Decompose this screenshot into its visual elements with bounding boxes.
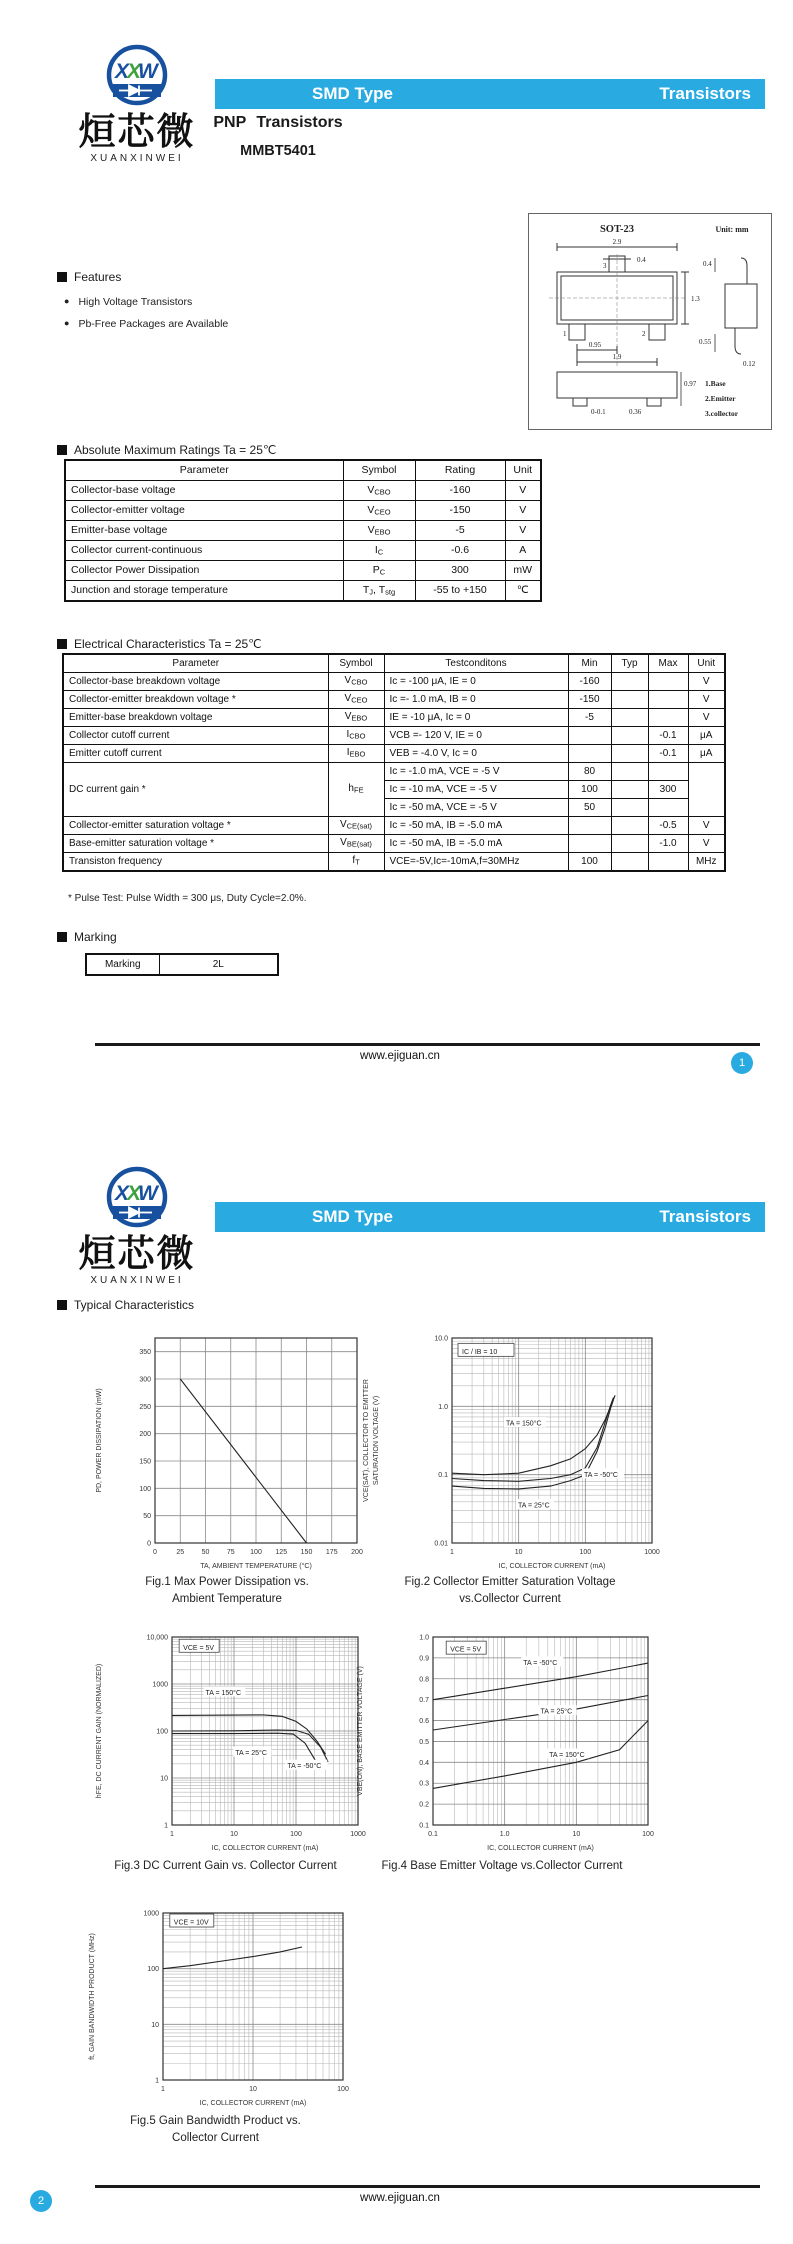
svg-text:1.Base: 1.Base	[705, 379, 726, 388]
svg-text:SATURATION VOLTAGE (V): SATURATION VOLTAGE (V)	[373, 1395, 380, 1486]
svg-text:100: 100	[290, 1831, 302, 1838]
table-cell: Collector current-continuous	[65, 541, 343, 561]
table-cell: Emitter-base breakdown voltage	[63, 709, 328, 727]
table-cell: Typ	[611, 654, 648, 673]
table-cell: $V_{CE(sat)}$	[328, 817, 384, 835]
header-banner	[215, 79, 765, 109]
table-cell: V	[688, 835, 725, 853]
pulse-test-footnote: * Pulse Test: Pulse Width = 300 μs, Duty Cycle=2.0%.	[68, 893, 307, 904]
svg-text:350: 350	[139, 1349, 151, 1357]
brand-name-cn: 烜芯微	[78, 111, 196, 152]
fig2-svg	[352, 1324, 668, 1571]
fig1-chart	[85, 1324, 369, 1607]
banner-transistors: Transistors	[659, 84, 751, 103]
svg-text:1000: 1000	[350, 1831, 366, 1838]
table-cell: Parameter	[65, 460, 343, 481]
table-cell: Testconditons	[384, 654, 568, 673]
pkg-pin-list	[705, 379, 739, 418]
svg-text:1.9: 1.9	[612, 353, 622, 361]
table-cell	[648, 691, 688, 709]
svg-text:3.collector: 3.collector	[705, 409, 739, 418]
table-cell: 300	[648, 781, 688, 799]
table-cell: -160	[568, 673, 611, 691]
svg-text:VCE(SAT), COLLECTOR TO EMITTER: VCE(SAT), COLLECTOR TO EMITTER	[363, 1379, 370, 1502]
svg-text:1: 1	[170, 1831, 174, 1838]
svg-text:TA = 25°C: TA = 25°C	[235, 1750, 267, 1758]
footer-rule	[95, 2185, 760, 2188]
table-cell	[611, 817, 648, 835]
table-cell: Collector-emitter saturation voltage *	[63, 817, 328, 835]
package-drawing	[528, 213, 772, 430]
svg-text:1000: 1000	[644, 1549, 660, 1556]
svg-text:1: 1	[155, 2077, 159, 2085]
svg-text:1.0: 1.0	[419, 1634, 429, 1642]
svg-text:100: 100	[147, 1966, 159, 1974]
typical-characteristics-heading: Typical Characteristics	[57, 1298, 194, 1312]
table-cell: Emitter-base voltage	[65, 521, 343, 541]
table-cell: $V_{CBO}$	[343, 481, 415, 501]
table-cell	[648, 709, 688, 727]
section-square-icon	[57, 1300, 67, 1310]
package-unit: Unit: mm	[715, 225, 749, 234]
table-cell	[568, 817, 611, 835]
svg-text:X: X	[115, 60, 130, 83]
table-cell: VEB = -4.0 V, Ic = 0	[384, 745, 568, 763]
svg-text:1: 1	[563, 330, 567, 338]
svg-text:IC, COLLECTOR CURRENT (mA): IC, COLLECTOR CURRENT (mA)	[487, 1845, 594, 1852]
table-cell: Parameter	[63, 654, 328, 673]
table-cell	[611, 799, 648, 817]
table-cell: Unit	[505, 460, 541, 481]
svg-text:0.2: 0.2	[419, 1801, 429, 1809]
svg-text:200: 200	[139, 1431, 151, 1439]
pkg-top-view	[549, 243, 689, 366]
section-square-icon	[57, 932, 67, 942]
table-cell	[568, 745, 611, 763]
svg-text:10,000: 10,000	[146, 1634, 168, 1642]
svg-text:0.5: 0.5	[419, 1738, 429, 1746]
svg-text:W: W	[138, 1182, 158, 1205]
fig5-svg	[78, 1903, 353, 2110]
svg-text:300: 300	[139, 1376, 151, 1384]
svg-text:0-0.1: 0-0.1	[591, 408, 606, 416]
table-cell: Symbol	[343, 460, 415, 481]
table-cell: $V_{CEO}$	[343, 501, 415, 521]
table-cell	[688, 763, 725, 817]
table-cell: V	[688, 673, 725, 691]
svg-text:VCE = 5V: VCE = 5V	[183, 1644, 215, 1652]
svg-text:0.55: 0.55	[699, 338, 712, 346]
header-banner	[215, 1202, 765, 1232]
table-cell	[611, 709, 648, 727]
table-cell: Collector Power Dissipation	[65, 561, 343, 581]
svg-text:VCE = 5V: VCE = 5V	[450, 1646, 482, 1654]
svg-text:X: X	[115, 1182, 130, 1205]
table-cell: $V_{CBO}$	[328, 673, 384, 691]
table-cell: -0.5	[648, 817, 688, 835]
feature-item: ● High Voltage Transistors	[64, 296, 193, 308]
svg-text:0: 0	[153, 1549, 157, 1556]
table-cell: $V_{BE(sat)}$	[328, 835, 384, 853]
svg-text:150: 150	[300, 1549, 313, 1556]
svg-text:50: 50	[143, 1513, 151, 1521]
svg-text:X: X	[127, 1182, 142, 1205]
table-cell: -0.1	[648, 727, 688, 745]
table-cell: Max	[648, 654, 688, 673]
table-cell: $I_C$	[343, 541, 415, 561]
brand-name-cn: 烜芯微	[78, 1233, 196, 1274]
svg-text:2.9: 2.9	[612, 238, 622, 246]
table-cell: Collector-base breakdown voltage	[63, 673, 328, 691]
table-cell: $V_{EBO}$	[343, 521, 415, 541]
svg-text:2.Emitter: 2.Emitter	[705, 394, 736, 403]
svg-text:TA = 150°C: TA = 150°C	[549, 1751, 585, 1759]
marking-table	[85, 953, 279, 976]
table-cell: VCB =- 120 V, IE = 0	[384, 727, 568, 745]
fig4-caption: Fig.4 Base Emitter Voltage vs.Collector Current	[381, 1860, 623, 1872]
fig4-chart	[346, 1622, 658, 1875]
svg-text:TA = 150°C: TA = 150°C	[205, 1689, 242, 1697]
svg-text:2: 2	[642, 330, 646, 338]
fig4-svg	[346, 1622, 658, 1855]
table-cell	[611, 853, 648, 872]
svg-text:TA = -50°C: TA = -50°C	[523, 1659, 558, 1667]
table-cell	[611, 835, 648, 853]
table-cell: $T_J$, $T_{stg}$	[343, 581, 415, 602]
table-cell: 100	[568, 853, 611, 872]
table-cell: V	[688, 817, 725, 835]
table-cell: Symbol	[328, 654, 384, 673]
svg-text:3: 3	[603, 262, 607, 270]
table-cell: 300	[415, 561, 505, 581]
svg-text:0.1: 0.1	[419, 1822, 429, 1830]
svg-text:100: 100	[139, 1485, 151, 1493]
svg-text:100: 100	[156, 1728, 168, 1736]
table-cell	[611, 727, 648, 745]
svg-text:TA, AMBIENT TEMPERATURE (°C): TA, AMBIENT TEMPERATURE (°C)	[200, 1563, 312, 1570]
fig1-caption: Fig.1 Max Power Dissipation vs. Ambient Temperature	[145, 1576, 309, 1605]
pkg-side-view	[715, 258, 757, 354]
fig5-caption: Fig.5 Gain Bandwidth Product vs. Collector Current	[130, 2115, 301, 2144]
table-cell: Rating	[415, 460, 505, 481]
table-cell	[568, 835, 611, 853]
fig3-caption: Fig.3 DC Current Gain vs. Collector Current	[114, 1860, 337, 1872]
table-cell	[648, 799, 688, 817]
bullet-icon: ●	[64, 296, 70, 306]
table-cell: Collector-emitter breakdown voltage *	[63, 691, 328, 709]
svg-text:125: 125	[275, 1549, 288, 1556]
pkg-dim-labels	[563, 238, 756, 416]
svg-text:1.0: 1.0	[438, 1403, 448, 1411]
table-cell: -0.1	[648, 745, 688, 763]
table-cell: IE = -10 μA, Ic = 0	[384, 709, 568, 727]
table-cell: mW	[505, 561, 541, 581]
table-cell: Collector-base voltage	[65, 481, 343, 501]
svg-text:IC, COLLECTOR CURRENT (mA): IC, COLLECTOR CURRENT (mA)	[211, 1845, 319, 1852]
svg-text:100: 100	[250, 1549, 262, 1556]
table-cell: μA	[688, 745, 725, 763]
svg-text:175: 175	[325, 1549, 338, 1556]
svg-text:25: 25	[176, 1549, 185, 1556]
section-square-icon	[57, 445, 67, 455]
svg-text:VBE(ON), BASE EMITTER VOLTAGE: VBE(ON), BASE EMITTER VOLTAGE (V)	[357, 1666, 364, 1796]
table-cell: 50	[568, 799, 611, 817]
svg-text:1: 1	[450, 1549, 454, 1556]
svg-text:150: 150	[139, 1458, 151, 1466]
svg-text:0.1: 0.1	[438, 1472, 448, 1480]
table-cell	[648, 763, 688, 781]
table-cell	[611, 673, 648, 691]
svg-text:ft, GAIN BANDWIDTH PRODUCT (MH: ft, GAIN BANDWIDTH PRODUCT (MHz)	[89, 1933, 96, 2060]
banner-smd-type: SMD Type	[312, 84, 393, 103]
svg-text:1: 1	[161, 2086, 165, 2093]
svg-text:100: 100	[337, 2086, 349, 2093]
table-cell: -55 to +150	[415, 581, 505, 602]
fig5-chart	[78, 1903, 353, 2146]
svg-text:100: 100	[579, 1549, 592, 1556]
footer-url[interactable]: www.ejiguan.cn	[360, 1050, 440, 1062]
table-cell: Min	[568, 654, 611, 673]
svg-text:0.01: 0.01	[434, 1540, 448, 1548]
svg-text:10: 10	[151, 2021, 159, 2029]
feature-item: ● Pb-Free Packages are Available	[64, 318, 229, 330]
table-cell: $f_T$	[328, 853, 384, 872]
table-cell: Base-emitter saturation voltage *	[63, 835, 328, 853]
elec-table	[62, 653, 726, 872]
table-cell: V	[688, 691, 725, 709]
table-cell	[648, 853, 688, 872]
brand-logo-icon	[102, 1166, 172, 1228]
svg-text:VCE = 10V: VCE = 10V	[173, 1919, 209, 1927]
fig1-svg	[85, 1324, 369, 1571]
svg-text:1.0: 1.0	[499, 1831, 510, 1838]
svg-text:10.0: 10.0	[434, 1335, 448, 1343]
svg-text:IC, COLLECTOR CURRENT (mA): IC, COLLECTOR CURRENT (mA)	[498, 1563, 606, 1570]
svg-text:0.4: 0.4	[419, 1759, 429, 1767]
table-cell	[611, 763, 648, 781]
svg-text:0.95: 0.95	[588, 341, 602, 349]
table-cell: V	[505, 481, 541, 501]
package-name: SOT-23	[599, 224, 635, 235]
table-cell: DC current gain *	[63, 763, 328, 817]
brand-name-en: XUANXINWEI	[90, 152, 184, 164]
marking-label: Marking	[86, 954, 159, 975]
table-cell: Ic = -50 mA, VCE = -5 V	[384, 799, 568, 817]
table-cell: $P_C$	[343, 561, 415, 581]
svg-text:0.1: 0.1	[428, 1831, 438, 1838]
marking-value: 2L	[159, 954, 278, 975]
svg-text:10: 10	[230, 1831, 238, 1838]
footer-url[interactable]: www.ejiguan.cn	[360, 2192, 440, 2204]
table-cell: Emitter cutoff current	[63, 745, 328, 763]
svg-text:10: 10	[514, 1549, 523, 1556]
section-square-icon	[57, 272, 67, 282]
table-cell: $I_{CBO}$	[328, 727, 384, 745]
table-cell	[648, 673, 688, 691]
svg-text:0.3: 0.3	[419, 1780, 429, 1788]
table-cell: -150	[415, 501, 505, 521]
svg-text:100: 100	[642, 1831, 654, 1838]
svg-text:10: 10	[249, 2086, 257, 2093]
table-cell	[611, 781, 648, 799]
table-cell: V	[688, 709, 725, 727]
svg-text:50: 50	[201, 1549, 210, 1556]
svg-text:PD, POWER DISSIPATION (mW): PD, POWER DISSIPATION (mW)	[96, 1388, 103, 1493]
abs-max-heading: Absolute Maximum Ratings Ta = 25℃	[57, 443, 276, 457]
svg-text:0.4: 0.4	[703, 260, 712, 268]
table-cell: 80	[568, 763, 611, 781]
table-cell: Transiston frequency	[63, 853, 328, 872]
fig3-svg	[85, 1622, 366, 1855]
elec-heading: Electrical Characteristics Ta = 25℃	[57, 637, 262, 651]
brand-logo	[72, 1166, 202, 1286]
svg-text:200: 200	[351, 1549, 363, 1556]
svg-text:10: 10	[160, 1775, 168, 1783]
table-cell: Unit	[688, 654, 725, 673]
svg-text:TA = 150°C: TA = 150°C	[506, 1420, 542, 1428]
table-cell: $V_{EBO}$	[328, 709, 384, 727]
table-cell: -1.0	[648, 835, 688, 853]
svg-text:X: X	[127, 60, 142, 83]
abs-max-table	[64, 459, 542, 602]
fig2-caption: Fig.2 Collector Emitter Saturation Voltage vs.Collector Current	[404, 1576, 616, 1605]
package-drawing-svg	[529, 214, 771, 429]
svg-text:IC / IB = 10: IC / IB = 10	[462, 1348, 498, 1356]
svg-text:1: 1	[164, 1822, 168, 1830]
table-cell: 100	[568, 781, 611, 799]
svg-text:1.3: 1.3	[691, 295, 700, 303]
table-cell: VCE=-5V,Ic=-10mA,f=30MHz	[384, 853, 568, 872]
table-cell: Junction and storage temperature	[65, 581, 343, 602]
table-cell: A	[505, 541, 541, 561]
svg-text:TA = 25°C: TA = 25°C	[540, 1708, 573, 1716]
svg-text:0.8: 0.8	[419, 1676, 429, 1684]
table-cell	[611, 691, 648, 709]
table-cell: Ic =- 1.0 mA, IB = 0	[384, 691, 568, 709]
brand-name-en: XUANXINWEI	[90, 1274, 184, 1286]
features-heading: Features	[57, 270, 121, 284]
table-cell: Collector cutoff current	[63, 727, 328, 745]
fig2-chart	[352, 1324, 668, 1607]
table-cell: Ic = -100 μA, IE = 0	[384, 673, 568, 691]
table-cell: Ic = -10 mA, VCE = -5 V	[384, 781, 568, 799]
brand-logo-icon	[102, 44, 172, 106]
table-cell: Ic = -50 mA, IB = -5.0 mA	[384, 835, 568, 853]
svg-text:10: 10	[572, 1831, 581, 1838]
svg-text:hFE, DC CURRENT GAIN (NORMALIZ: hFE, DC CURRENT GAIN (NORMALIZED)	[96, 1663, 103, 1799]
fig3-chart	[85, 1622, 366, 1875]
svg-text:0.12: 0.12	[743, 360, 756, 368]
table-cell: μA	[688, 727, 725, 745]
svg-text:75: 75	[226, 1549, 235, 1556]
title-block	[178, 114, 378, 159]
table-cell: -5	[568, 709, 611, 727]
svg-text:1000: 1000	[143, 1910, 159, 1918]
svg-text:1000: 1000	[152, 1681, 168, 1689]
section-square-icon	[57, 639, 67, 649]
svg-text:0.4: 0.4	[637, 256, 646, 264]
svg-text:0.97: 0.97	[684, 380, 697, 388]
svg-text:W: W	[138, 60, 158, 83]
table-cell: MHz	[688, 853, 725, 872]
table-cell	[568, 727, 611, 745]
footer-rule	[95, 1043, 760, 1046]
part-number: MMBT5401	[240, 143, 316, 159]
pkg-front-view	[557, 372, 681, 406]
table-cell: ℃	[505, 581, 541, 602]
table-cell: -160	[415, 481, 505, 501]
table-cell: Ic = -50 mA, IB = -5.0 mA	[384, 817, 568, 835]
banner-smd-type: SMD Type	[312, 1207, 393, 1226]
device-type: PNP Transistors	[213, 114, 343, 131]
page-number-badge: 2	[30, 2190, 52, 2212]
table-cell: V	[505, 501, 541, 521]
table-cell: Ic = -1.0 mA, VCE = -5 V	[384, 763, 568, 781]
marking-heading: Marking	[57, 930, 117, 944]
svg-text:TA = -50°C: TA = -50°C	[287, 1763, 322, 1771]
table-cell: $h_{FE}$	[328, 763, 384, 817]
svg-text:IC, COLLECTOR CURRENT (mA): IC, COLLECTOR CURRENT (mA)	[199, 2100, 307, 2107]
svg-text:0.7: 0.7	[419, 1697, 429, 1705]
svg-text:TA = 25°C: TA = 25°C	[518, 1502, 550, 1510]
svg-text:0.36: 0.36	[629, 408, 642, 416]
svg-text:0.9: 0.9	[419, 1655, 429, 1663]
table-cell: -5	[415, 521, 505, 541]
svg-text:0: 0	[147, 1540, 151, 1548]
svg-text:TA = -50°C: TA = -50°C	[584, 1471, 618, 1479]
svg-text:0.6: 0.6	[419, 1718, 429, 1726]
table-cell	[611, 745, 648, 763]
page-number-badge: 1	[731, 1052, 753, 1074]
svg-text:250: 250	[139, 1403, 151, 1411]
table-cell: V	[505, 521, 541, 541]
bullet-icon: ●	[64, 318, 70, 328]
table-cell: -0.6	[415, 541, 505, 561]
table-cell: Collector-emitter voltage	[65, 501, 343, 521]
table-cell: $V_{CEO}$	[328, 691, 384, 709]
table-cell: $I_{EBO}$	[328, 745, 384, 763]
banner-transistors: Transistors	[659, 1207, 751, 1226]
table-cell: -150	[568, 691, 611, 709]
